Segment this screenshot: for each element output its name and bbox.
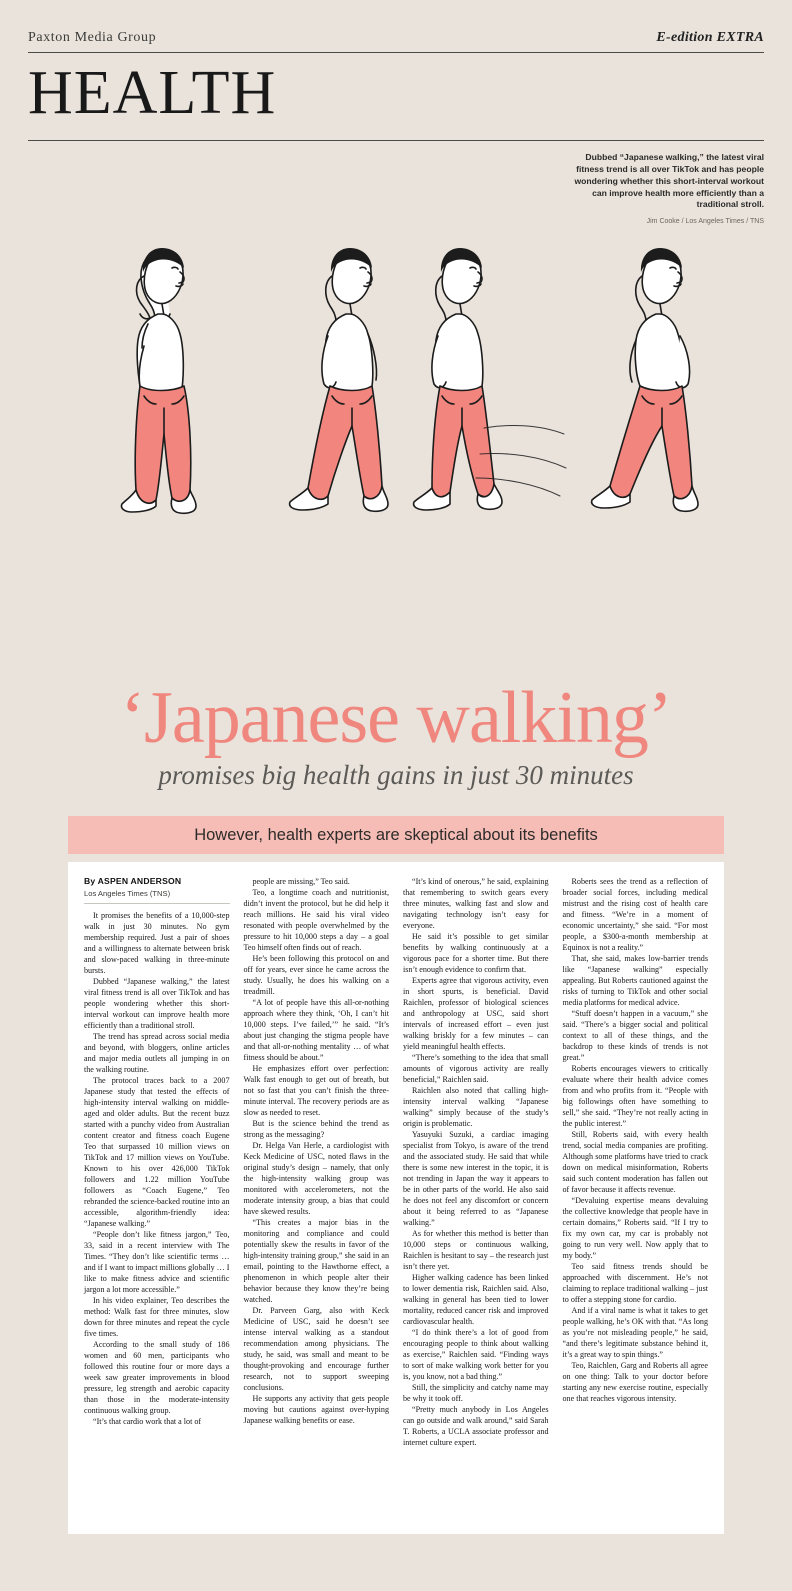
paragraph: “There’s something to the idea that small amounts of vigorous activity are really beneficial,” Raichlen said. bbox=[403, 1053, 549, 1084]
subheadline: promises big health gains in just 30 minutes bbox=[158, 759, 634, 790]
paragraph: Dr. Helga Van Herle, a cardiologist with Keck Medicine of USC, noted flaws in the original study’s design – namely, that only the high-intensity walking group was monitored with accelerometers, not the moderate intensity group, a bias that could have skewed results. bbox=[243, 1141, 389, 1216]
paragraph: “This creates a major bias in the monitoring and compliance and could potentially skew the results in favor of the high-intensity training group,” she said in an email, pointing to the Hawthorne effect, a phenomenon in which people alter their behavior because they know they’re being watched. bbox=[243, 1218, 389, 1304]
headline: ‘Japanese walking’ bbox=[120, 677, 672, 759]
paragraph: But is the science behind the trend as strong as the messaging? bbox=[243, 1119, 389, 1139]
paragraph: Yasuyuki Suzuki, a cardiac imaging specialist from Tokyo, is aware of the trend and the associated study. He said that while there is some new interest in the topic, it is not trending in Japan the way it appears to be in other parts of the world. He also said he does not feel any discomfort or concern about it being referred to as “Japanese walking.” bbox=[403, 1130, 549, 1227]
paragraph: Raichlen also noted that calling high-intensity interval walking “Japanese walking” simply because of the study’s origin is problematic. bbox=[403, 1086, 549, 1128]
paragraph: He said it’s possible to get similar benefits by walking continuously at a vigorous pace for a shorter time. But there isn’t enough evidence to confirm that. bbox=[403, 932, 549, 974]
paragraph: Higher walking cadence has been linked to lower dementia risk, Raichlen said. Also, walking in general has been tied to lower mortality, reduced cancer risk and improved cardiovascular health. bbox=[403, 1273, 549, 1326]
paragraph: Dubbed “Japanese walking,” the latest viral fitness trend is all over TikTok and has people wondering whether this short-interval workout can improve health more efficiently than a traditional stroll. bbox=[84, 977, 230, 1030]
paragraph: people are missing,” Teo said. bbox=[252, 877, 350, 886]
header-divider bbox=[28, 140, 764, 141]
photo-credit: Jim Cooke / Los Angeles Times / TNS bbox=[646, 218, 764, 226]
paragraph: Teo, a longtime coach and nutritionist, didn’t invent the protocol, but he did help it reach millions. He said his viral video resonated with people overwhelmed by the pressure to hit 10,000 steps a day – a goal Teo himself often finds out of reach. bbox=[243, 888, 389, 952]
paragraph: “Devaluing expertise means devaluing the collective knowledge that people have in certain domains,” Roberts said. “If I try to fix my own car, my car is probably not going to run very well. Now apply that to my body.” bbox=[562, 1196, 708, 1260]
paragraph: According to the small study of 186 women and 60 men, participants who followed this routine four or more days a week saw greater improvements in blood pressure, leg strength and aerobic capacity than those in the moderate-intensity continuous walking group. bbox=[84, 1340, 230, 1415]
paragraph: “Stuff doesn’t happen in a vacuum,” she said. “There’s a bigger social and political context to all of these things, and the backdrop to these kinds of trends is not great.” bbox=[562, 1009, 708, 1062]
paragraph: Still, Roberts said, with every health trend, social media companies are profiting. Although some platforms have tried to crack down on medical misinformation, Roberts said such content moderation has fallen out of favor because it affects revenue. bbox=[562, 1130, 708, 1194]
paragraph: Teo said fitness trends should be approached with discernment. He’s not claiming to replace traditional walking – just to offer a stepping stone for cardio. bbox=[562, 1262, 708, 1304]
paragraph: “People don’t like fitness jargon,” Teo, 33, said in a recent interview with The Times. “They don’t like scientific terms … and if I want to impact millions globally … I like to make fitness advice and scientific jargon a lot more accessible.” bbox=[84, 1230, 230, 1294]
photo-cutline: Dubbed “Japanese walking,” the latest viral fitness trend is all over TikTok and has people wondering whether this short-interval workout can improve health more efficiently than a traditional stroll. bbox=[574, 152, 764, 210]
article-column-2 bbox=[244, 876, 390, 1524]
photo-credit-block bbox=[558, 152, 764, 225]
paragraph: Still, the simplicity and catchy name may be why it took off. bbox=[403, 1383, 549, 1403]
edition-label: E-edition EXTRA bbox=[656, 30, 764, 45]
article-column-4 bbox=[563, 876, 709, 1524]
paragraph: In his video explainer, Teo describes the method: Walk fast for three minutes, slow down for three minutes and repeat the cycle five times. bbox=[84, 1296, 230, 1338]
section-title: HEALTH bbox=[28, 59, 277, 127]
paragraph: And if a viral name is what it takes to get people walking, he’s OK with that. “As long as you’re not misleading people,” he said, “and there’s legitimate substance behind it, it’s a great way to spin things.” bbox=[562, 1306, 708, 1359]
paragraph: Roberts sees the trend as a reflection of broader social forces, including medical mistrust and the rising cost of health care and fitness. “We’re in a moment of economic uncertainty,” she said. “For most people, a $300-a-month membership at Equinox is not a reality.” bbox=[562, 877, 708, 952]
paragraph: “I do think there’s a lot of good from encouraging people to think about walking as exercise,” Raichlen said. “Finding ways to sort of make walking work better for you is, you know, not a bad thing.” bbox=[403, 1328, 549, 1381]
paragraph: He supports any activity that gets people moving but cautions against over-hyping Japanese walking benefits or ease. bbox=[243, 1394, 389, 1425]
paragraph: As for whether this method is better than 10,000 steps or continuous walking, Raichlen is hesitant to say – the research just isn’t there yet. bbox=[403, 1229, 549, 1271]
author-name: By ASPEN ANDERSON bbox=[84, 876, 182, 886]
article-column-3 bbox=[403, 876, 549, 1524]
paragraph: Dr. Parveen Garg, also with Keck Medicine of USC, said he doesn’t see intense interval walking as a standout recommendation among physicians. The study, he said, was small and meant to be thought-provoking and encourage further research, not to support sweeping conclusions. bbox=[243, 1306, 389, 1392]
paragraph: That, she said, makes low-barrier trends like “Japanese walking” especially appealing. But Roberts cautioned against the risks of turning to TikTok and other social media platforms for medical advice. bbox=[562, 954, 708, 1007]
publisher-name: Paxton Media Group bbox=[28, 30, 157, 45]
paragraph: The trend has spread across social media and beyond, with bloggers, online articles and major media outlets all jumping in on the walking routine. bbox=[84, 1032, 230, 1074]
paragraph: Roberts encourages viewers to critically evaluate where their health advice comes from and who profits from it. “People with big followings often have something to sell,” she said. “They’re not really acting in the public interest.” bbox=[562, 1064, 708, 1128]
masthead bbox=[28, 30, 764, 53]
paragraph: It promises the benefits of a 10,000-step walk in just 30 minutes. No gym membership required. Just a pair of shoes and a willingness to alternate between brisk and slow-paced walking in three-minute bursts. bbox=[84, 911, 230, 975]
article-body bbox=[68, 862, 724, 1534]
kicker-banner bbox=[68, 816, 724, 854]
byline-block bbox=[84, 876, 230, 904]
paragraph: He’s been following this protocol on and off for years, ever since he came across the study. Usually, he does his walking on a treadmill. bbox=[243, 954, 389, 996]
paragraph: “It’s that cardio work that a lot of bbox=[93, 1417, 202, 1426]
paragraph: He emphasizes effort over perfection: Walk fast enough to get out of breath, but not so fast that you can’t finish the three-minute interval. The recovery periods are as slow as needed to reset. bbox=[243, 1064, 389, 1117]
headline-block bbox=[28, 677, 764, 791]
kicker-text: However, health experts are skeptical about its benefits bbox=[194, 825, 598, 844]
paragraph: The protocol traces back to a 2007 Japanese study that tested the effects of high-intensity interval walking on middle-aged and older adults. But the recent buzz started with a punchy video from Australian content creator and fitness coach Eugene Teo that surpassed 10 million views on TikTok and 17 million views on YouTube. Known to his over 426,000 TikTok followers and 1.22 million YouTube followers as “Coach Eugene,” Teo rebranded the science-backed routine into an accessible, algorithm-friendly idea: “Japanese walking.” bbox=[84, 1076, 230, 1228]
paragraph: “A lot of people have this all-or-nothing approach where they think, ‘Oh, I can’t hit 10,000 steps. I’ve failed,’” he said. “It’s about just changing the stigma people have and that all-or-nothing mentality … of what fitness should be about.” bbox=[243, 998, 389, 1062]
paragraph: Experts agree that vigorous activity, even in short spurts, is beneficial. David Raichlen, professor of biological sciences and anthropology at USC, said short intervals of increased effort – even just walking briskly for a few minutes – can yield meaningful health effects. bbox=[403, 976, 549, 1051]
paragraph: “It’s kind of onerous,” he said, explaining that remembering to switch gears every three minutes, walking fast and slow and navigating technology isn’t easy for everyone. bbox=[403, 877, 549, 930]
article-column-1 bbox=[84, 876, 230, 1524]
paragraph: Teo, Raichlen, Garg and Roberts all agree on one thing: Talk to your doctor before starting any new exercise routine, especially one that reaches vigorous intensity. bbox=[562, 1361, 708, 1403]
walking-illustration bbox=[28, 218, 764, 668]
author-organization: Los Angeles Times (TNS) bbox=[84, 889, 230, 904]
paragraph: “Pretty much anybody in Los Angeles can go outside and walk around,” said Sarah T. Roberts, a UCLA associate professor and internet culture expert. bbox=[403, 1405, 549, 1447]
